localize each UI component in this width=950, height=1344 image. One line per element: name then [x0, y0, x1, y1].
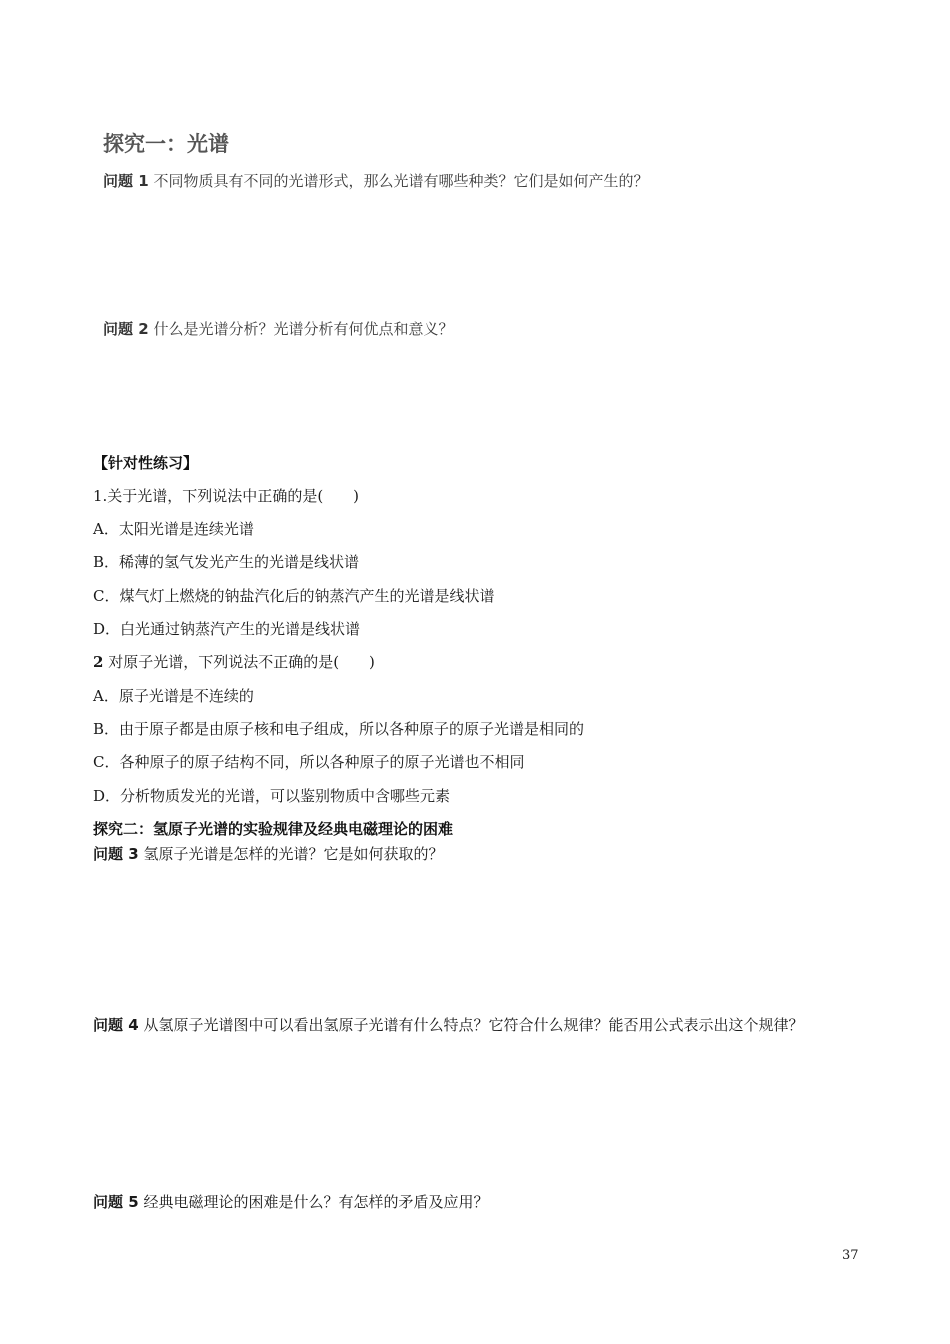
exercise-1-stem: 1.关于光谱，下列说法中正确的是( ) — [93, 487, 360, 505]
exercise-2-stem: 对原子光谱，下列说法不正确的是( ) — [103, 653, 375, 671]
section-2-title: 探究二：氢原子光谱的实验规律及经典电磁理论的困难 — [93, 820, 454, 838]
question-5-label: 问题 5 — [93, 1193, 139, 1211]
question-2 — [103, 318, 453, 339]
exercise-2-option-d: D．分析物质发光的光谱，可以鉴别物质中含哪些元素 — [93, 787, 451, 805]
question-3 — [93, 843, 443, 864]
question-5-text: 经典电磁理论的困难是什么？有怎样的矛盾及应用？ — [143, 1193, 489, 1211]
question-4-label: 问题 4 — [93, 1016, 139, 1034]
practice-title: 【针对性练习】 — [93, 454, 199, 472]
exercise-2-option-c: C．各种原子的原子结构不同，所以各种原子的原子光谱也不相同 — [93, 753, 525, 771]
exercise-1-option-d: D．白光通过钠蒸汽产生的光谱是线状谱 — [93, 620, 361, 638]
exercise-2-stem-line — [93, 651, 375, 672]
question-3-text: 氢原子光谱是怎样的光谱？它是如何获取的？ — [143, 845, 444, 863]
question-2-text: 什么是光谱分析？光谱分析有何优点和意义？ — [153, 320, 454, 338]
question-5 — [93, 1191, 488, 1212]
question-1 — [103, 170, 648, 191]
question-3-label: 问题 3 — [93, 845, 139, 863]
section-1-title: 探究一：光谱 — [103, 132, 229, 156]
question-2-label: 问题 2 — [103, 320, 149, 338]
question-4-text: 从氢原子光谱图中可以看出氢原子光谱有什么特点？它符合什么规律？能否用公式表示出这个规律？ — [143, 1016, 804, 1034]
exercise-2-option-a: A．原子光谱是不连续的 — [93, 687, 254, 705]
exercise-2-number: 2 — [93, 653, 104, 671]
exercise-1-option-b: B．稀薄的氢气发光产生的光谱是线状谱 — [93, 553, 360, 571]
exercise-1-option-c: C．煤气灯上燃烧的钠盐汽化后的钠蒸汽产生的光谱是线状谱 — [93, 587, 495, 605]
question-4 — [93, 1012, 863, 1039]
exercise-2-option-b: B．由于原子都是由原子核和电子组成，所以各种原子的原子光谱是相同的 — [93, 720, 585, 738]
question-1-label: 问题 1 — [103, 172, 149, 190]
question-1-text: 不同物质具有不同的光谱形式，那么光谱有哪些种类？它们是如何产生的？ — [153, 172, 649, 190]
exercise-1-option-a: A．太阳光谱是连续光谱 — [93, 520, 254, 538]
page-number: 37 — [842, 1248, 859, 1263]
